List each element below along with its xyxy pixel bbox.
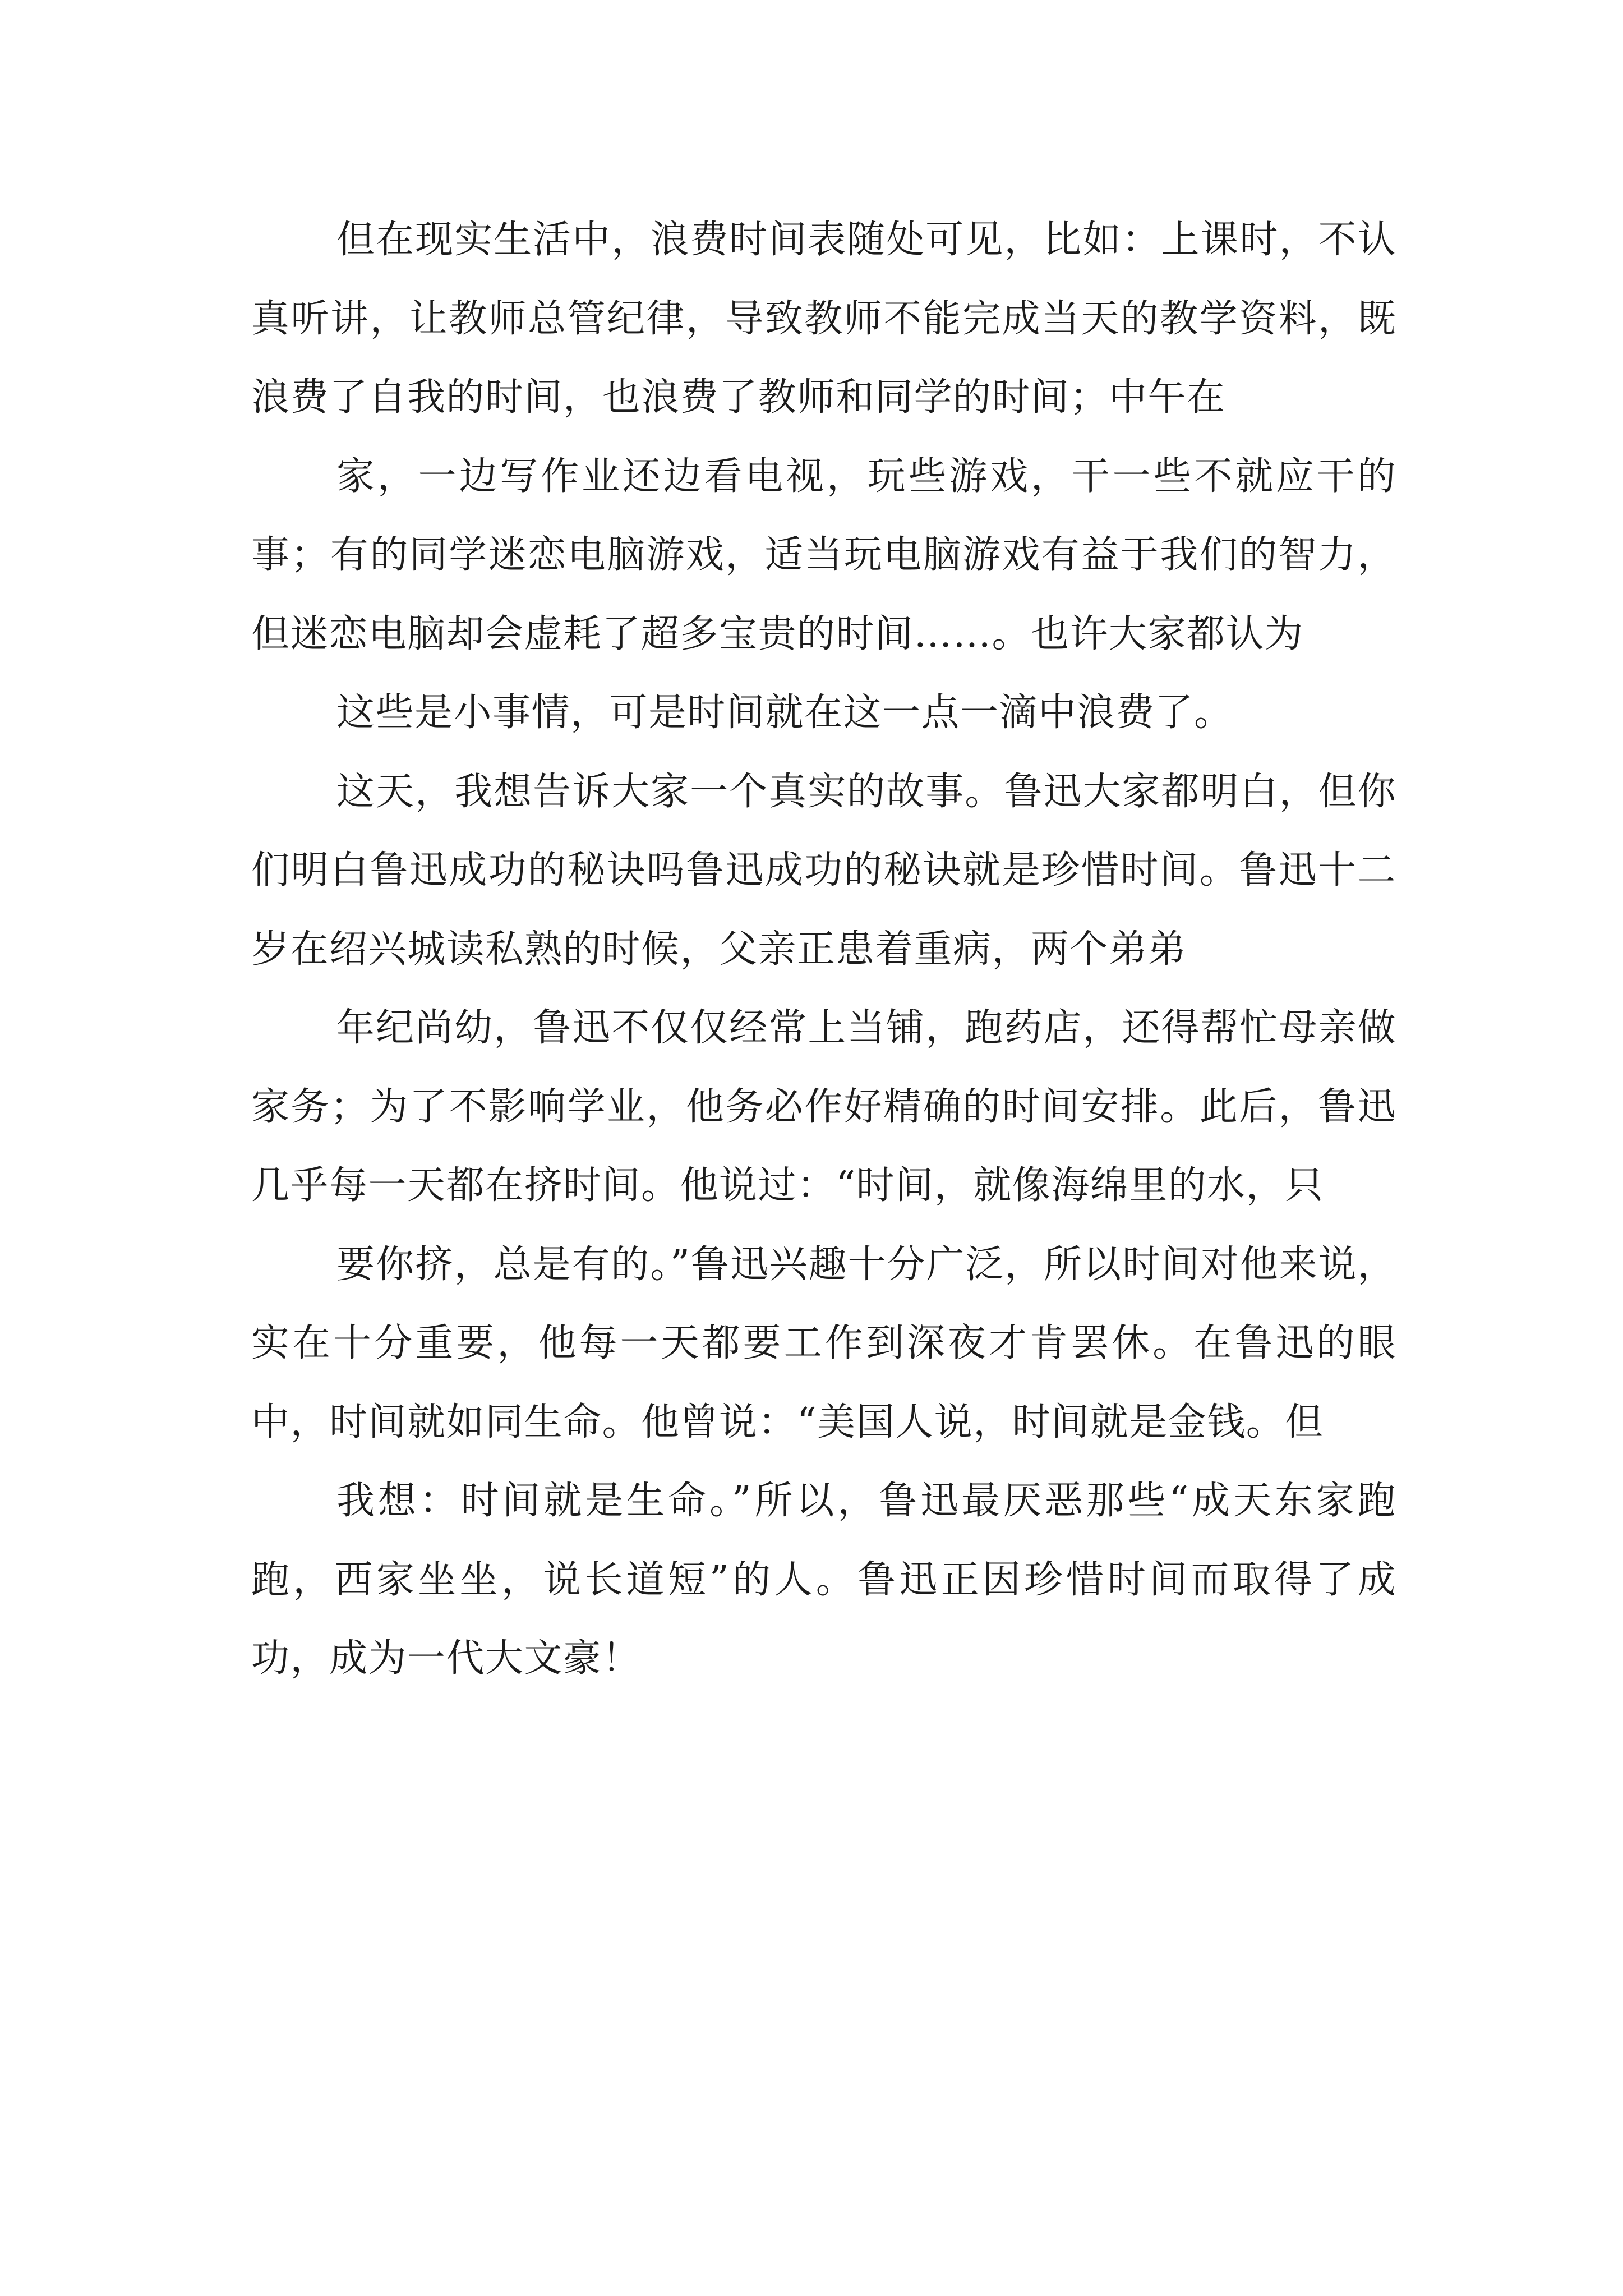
paragraph-6: 要你挤，总是有的。”鲁迅兴趣十分广泛，所以时间对他来说，实在十分重要，他每一天都要工作到深夜才肯罢休。在鲁迅的眼中，时间就如同生命。他曾说：“美国人说，时间就是金钱。但	[251, 1242, 1397, 1444]
document-body	[251, 201, 1396, 1699]
paragraph-5: 年纪尚幼，鲁迅不仅仅经常上当铺，跑药店，还得帮忙母亲做家务；为了不影响学业，他务必作好精确的时间安排。此后，鲁迅几乎每一天都在挤时间。他说过：“时间，就像海绵里的水，只	[251, 1006, 1396, 1208]
paragraph-4: 这天，我想告诉大家一个真实的故事。鲁迅大家都明白，但你们明白鲁迅成功的秘诀吗鲁迅成功的秘诀就是珍惜时间。鲁迅十二岁在绍兴城读私熟的时候，父亲正患着重病，两个弟弟	[251, 769, 1396, 972]
paragraph-7: 我想：时间就是生命。”所以，鲁迅最厌恶那些“成天东家跑跑，西家坐坐，说长道短”的人。鲁迅正因珍惜时间而取得了成功，成为一代大文豪！	[251, 1479, 1396, 1681]
paragraph-1: 但在现实生活中，浪费时间表随处可见，比如：上课时，不认真听讲，让教师总管纪律，导致教师不能完成当天的教学资料，既浪费了自我的时间，也浪费了教师和同学的时间；中午在	[251, 218, 1396, 420]
paragraph-2: 家，一边写作业还边看电视，玩些游戏，干一些不就应干的事；有的同学迷恋电脑游戏，适当玩电脑游戏有益于我们的智力，但迷恋电脑却会虚耗了超多宝贵的时间……。也许大家都认为	[251, 454, 1396, 656]
paragraph-3: 这些是小事情，可是时间就在这一点一滴中浪费了。	[336, 691, 1233, 735]
